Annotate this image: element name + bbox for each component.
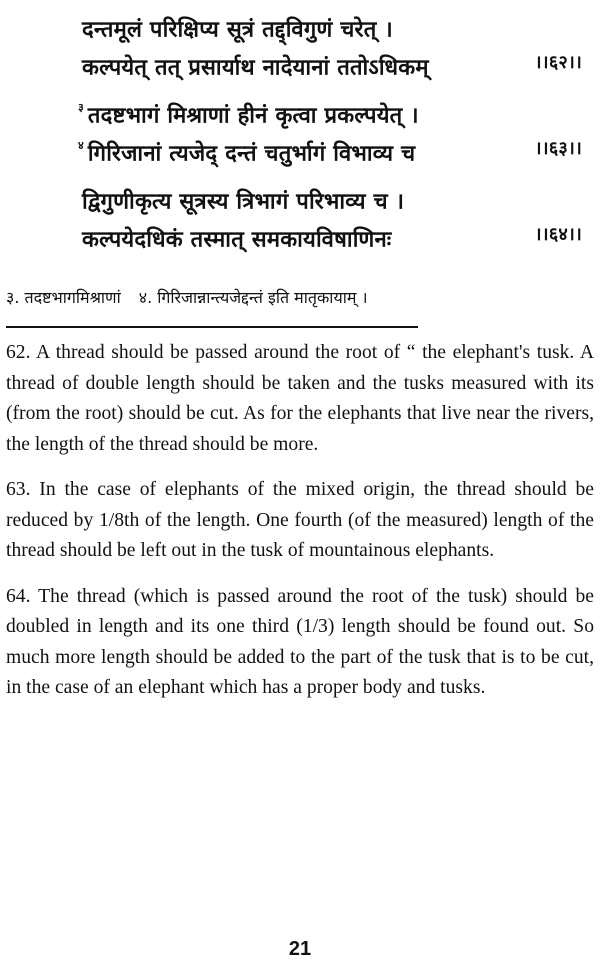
footnotes [6, 280, 596, 316]
footnote-3: ३. तदष्टभागमिश्राणां [6, 288, 121, 307]
verse-number: ।।६४।। [534, 224, 582, 245]
verse-text: दन्तमूलं परिक्षिप्य सूत्रं तद्द्विगुणं चरेत् । [82, 17, 393, 43]
verse-text: कल्पयेत् तत् प्रसार्याथ नादेयानां ततोऽधिकम् [82, 55, 429, 81]
verse-63 [78, 92, 590, 168]
verse-text: तदष्टभागं मिश्राणां हीनं कृत्वा प्रकल्पयेत् । [87, 103, 419, 129]
translation-paragraph-63: 63. In the case of elephants of the mixed origin, the thread should be reduced by 1/8th of the length. One fourth (of the measured) length of the thread should be left out in the tusk of mountainous elephants. [6, 479, 594, 561]
verse-line [78, 92, 590, 130]
footnote-divider [6, 326, 418, 328]
verse-text: गिरिजानां त्यजेद् दन्तं चतुर्भागं विभाव्य च [87, 141, 416, 167]
verse-text: द्विगुणीकृत्य सूत्रस्य त्रिभागं परिभाव्य च । [82, 189, 405, 215]
verse-line [78, 130, 590, 168]
verse-line [78, 178, 590, 216]
footnote-marker: ३ [78, 101, 84, 114]
verse-number: ।।६३।। [534, 138, 582, 159]
verse-62 [78, 6, 590, 82]
footnote-4: ४. गिरिजान्नान्त्यजेद्दन्तं इति मातृकायाम् । [138, 288, 368, 307]
sanskrit-verses [78, 6, 590, 254]
verse-text: कल्पयेदधिकं तस्मात् समकायविषाणिनः [82, 227, 392, 253]
footnote-marker: ४ [78, 139, 84, 152]
english-translation [6, 338, 594, 704]
verse-64 [78, 178, 590, 254]
page-number: 21 [288, 938, 312, 960]
translation-paragraph-64: 64. The thread (which is passed around the root of the tusk) should be doubled in length and its one third (1/3) length should be found out. So much more length should be added to the part of the tusk that is to be cut, in the case of an elephant which has a proper body and tusks. [6, 585, 594, 698]
verse-number: ।।६२।। [534, 52, 582, 73]
verse-line [78, 6, 590, 44]
verse-line [78, 44, 590, 82]
translation-paragraph-62: 62. A thread should be passed around the root of “ the elephant's tusk. A thread of double length should be taken and the tusks measured with its (from the root) should be cut. As for the elephants that live near the rivers, the length of the thread should be more. [6, 342, 594, 455]
verse-line [78, 216, 590, 254]
